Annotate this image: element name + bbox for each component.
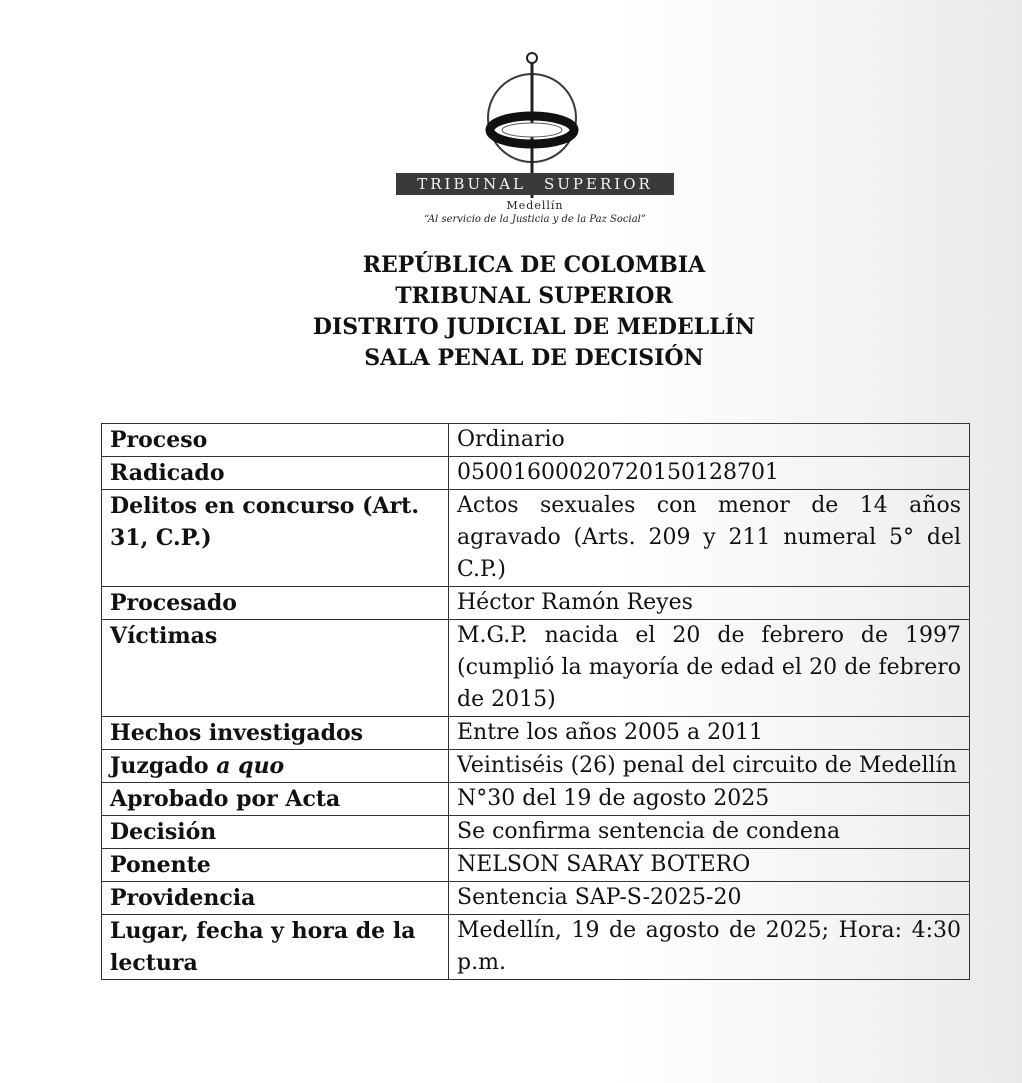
table-row <box>102 717 970 750</box>
table-row <box>102 816 970 849</box>
table-row <box>102 424 970 457</box>
row-label: Radicado <box>102 457 449 490</box>
case-info-table <box>101 423 970 980</box>
row-label-text: Juzgado <box>110 753 209 779</box>
row-value: N°30 del 19 de agosto 2025 <box>449 783 970 816</box>
heading-line-3: DISTRITO JUDICIAL DE MEDELLÍN <box>312 314 756 340</box>
row-label: Hechos investigados <box>102 717 449 750</box>
document-heading <box>0 250 1022 374</box>
row-label: Víctimas <box>102 620 449 717</box>
row-value: 05001600020720150128701 <box>449 457 970 490</box>
row-label-juzgado <box>102 750 449 783</box>
table-row <box>102 882 970 915</box>
logo-band-left: TRIBUNAL <box>417 175 527 193</box>
row-label: Decisión <box>102 816 449 849</box>
heading-line-4: SALA PENAL DE DECISIÓN <box>364 345 704 371</box>
row-label: Proceso <box>102 424 449 457</box>
tribunal-logo <box>392 48 678 238</box>
heading-line-1: REPÚBLICA DE COLOMBIA <box>362 252 706 278</box>
table-row <box>102 457 970 490</box>
table-row <box>102 915 970 980</box>
row-label: Ponente <box>102 849 449 882</box>
row-value: Medellín, 19 de agosto de 2025; Hora: 4:30 p.m. <box>449 915 970 980</box>
row-value: Veintiséis (26) penal del circuito de Medellín <box>449 750 970 783</box>
row-value: Actos sexuales con menor de 14 años agravado (Arts. 209 y 211 numeral 5° del C.P.) <box>449 490 970 587</box>
table-row <box>102 783 970 816</box>
table-row <box>102 490 970 587</box>
row-value: Sentencia SAP-S-2025-20 <box>449 882 970 915</box>
row-label: Providencia <box>102 882 449 915</box>
row-value: Héctor Ramón Reyes <box>449 587 970 620</box>
table-row <box>102 587 970 620</box>
logo-band-right: SUPERIOR <box>544 175 653 193</box>
table-row <box>102 620 970 717</box>
row-label-italic: a quo <box>216 753 285 779</box>
table-row <box>102 849 970 882</box>
row-value: Se confirma sentencia de condena <box>449 816 970 849</box>
heading-line-2: TRIBUNAL SUPERIOR <box>395 283 673 309</box>
logo-band <box>396 173 674 195</box>
row-value: Ordinario <box>449 424 970 457</box>
row-value: M.G.P. nacida el 20 de febrero de 1997 (cumplió la mayoría de edad el 20 de febrero de 2015) <box>449 620 970 717</box>
row-value: Entre los años 2005 a 2011 <box>449 717 970 750</box>
logo-city: Medellín <box>506 199 564 212</box>
row-label: Delitos en concurso (Art. 31, C.P.) <box>102 490 449 587</box>
row-value: NELSON SARAY BOTERO <box>449 849 970 882</box>
row-label: Lugar, fecha y hora de la lectura <box>102 915 449 980</box>
table-row <box>102 750 970 783</box>
row-label: Aprobado por Acta <box>102 783 449 816</box>
row-label: Procesado <box>102 587 449 620</box>
logo-motto: “Al servicio de la Justicia y de la Paz Social” <box>424 214 646 225</box>
